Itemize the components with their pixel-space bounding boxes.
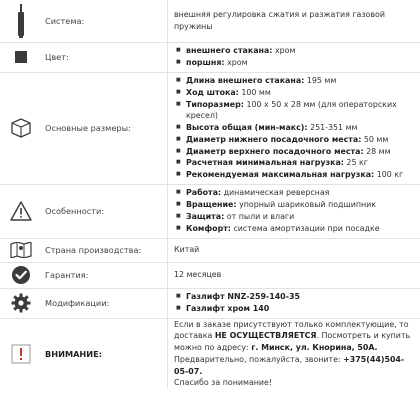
list-item: ■ Длина внешнего стакана: 195 мм: [186, 75, 418, 87]
list-item: ■ Расчетная минимальная нагрузка: 25 кг: [186, 157, 418, 169]
store-address: г. Минск, ул. Кнорина, 50А.: [251, 343, 378, 353]
row-country: [0, 238, 420, 262]
color-cube-icon: [14, 50, 28, 64]
list-item: ■ Рекомендуемая максимальная нагрузка: 100 кг: [186, 169, 418, 181]
list-item: ■ Комфорт: система амортизации при посадке: [186, 223, 418, 235]
notice-text: Если в заказе присутствуют только комплектующие, то доставка НЕ ОСУЩЕСТВЛЯЕТСЯ. Посмотреть и купить можно по адресу: г. Минск, ул. Кнорина, 50А. Предварительно, пожалуйста, звоните: +375(44)504-05-07. Спасибо за понимание!: [168, 318, 420, 389]
list-item: ■ Газлифт NNZ-259-140-35: [186, 291, 418, 303]
warning-icon: [10, 201, 32, 221]
gas-spring-icon: [14, 4, 28, 38]
list-item: ■ Высота общая (мин-макс): 251-351 мм: [186, 122, 418, 134]
country-value: Китай: [168, 238, 420, 262]
row-modifications: [0, 288, 420, 318]
box-dimensions-icon: [10, 117, 32, 139]
system-value: внешняя регулировка сжатия и разжатия газовой пружины: [174, 9, 385, 31]
list-item: ■ поршня: хром: [186, 57, 418, 69]
modifications-label: Модификации:: [42, 288, 168, 318]
row-dimensions: [0, 72, 420, 184]
features-list: [174, 187, 418, 234]
color-label: Цвет:: [42, 42, 168, 72]
list-item: ■ Ход штока: 100 мм: [186, 87, 418, 99]
system-icon-cell: [0, 0, 42, 42]
color-list: [174, 45, 418, 69]
gear-icon: [11, 293, 31, 313]
checkmark-badge-icon: [11, 265, 31, 285]
dimensions-label: Основные размеры:: [42, 72, 168, 184]
list-item: ■ Работа: динамическая реверсная: [186, 187, 418, 199]
modifications-list: [174, 291, 418, 315]
features-label: Особенности:: [42, 184, 168, 238]
phone-number: +375(44)504-05-07.: [174, 354, 405, 376]
country-label: Страна производства:: [42, 238, 168, 262]
list-item: ■ Диаметр нижнего посадочного места: 50 мм: [186, 134, 418, 146]
row-features: [0, 184, 420, 238]
list-item: ■ Типоразмер: 100 х 50 х 28 мм (для операторских кресел): [186, 99, 418, 123]
notice-label: ВНИМАНИЕ:: [42, 318, 168, 389]
list-item: ■ Вращение: упорный шариковый подшипник: [186, 199, 418, 211]
dimensions-list: [174, 75, 418, 181]
row-color: [0, 42, 420, 72]
row-notice: [0, 318, 420, 389]
warranty-label: Гарантия:: [42, 262, 168, 288]
exclamation-icon: [11, 344, 31, 364]
list-item: ■ Диаметр верхнего посадочного места: 28 мм: [186, 146, 418, 158]
list-item: ■ Защита: от пыли и влаги: [186, 211, 418, 223]
system-label: Система:: [42, 0, 168, 42]
warranty-value: 12 месяцев: [168, 262, 420, 288]
row-warranty: [0, 262, 420, 288]
list-item: ■ внешнего стакана: хром: [186, 45, 418, 57]
map-icon: [10, 242, 32, 258]
list-item: ■ Газлифт хром 140: [186, 303, 418, 315]
row-system: [0, 0, 420, 42]
